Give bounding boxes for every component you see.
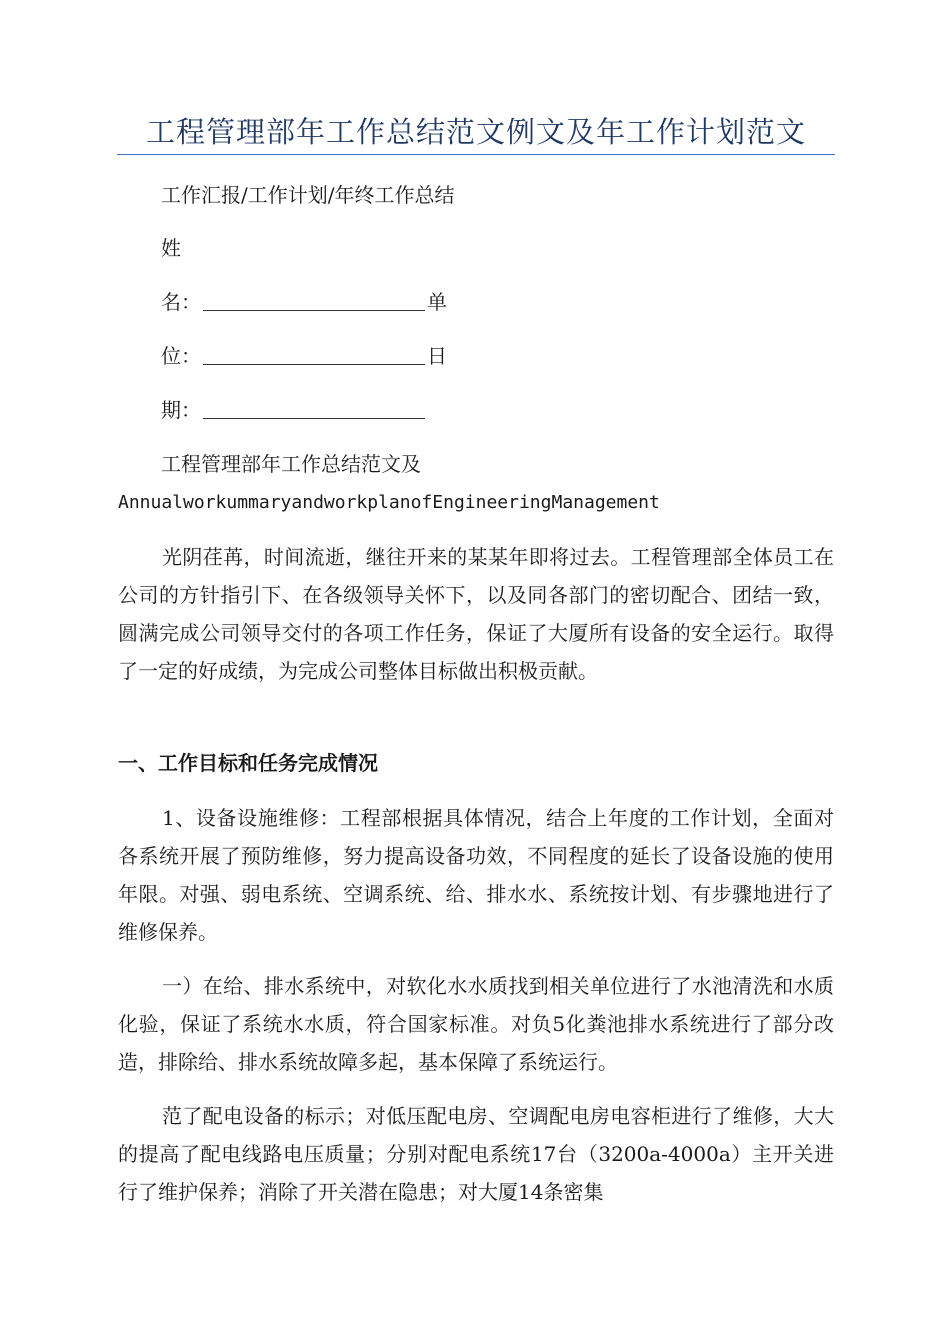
section-paragraph-3: 范了配电设备的标示；对低压配电房、空调配电房电容柜进行了维修，大大的提高了配电线路电压质量；分别对配电系统17台（3200a-4000a）主开关进行了维护保养；消除了开关潜在隐患；对大厦14条密集 — [118, 1104, 834, 1204]
field-date-label-part1: 日 — [427, 344, 447, 368]
field-unit-label-part1: 单 — [427, 290, 447, 314]
intro-paragraph: 光阴荏苒，时间流逝，继往开来的某某年即将过去。工程管理部全体员工在公司的方针指引下、在各级领导关怀下，以及同各部门的密切配合、团结一致，圆满完成公司领导交付的各项工作任务，保证了大厦所有设备的安全运行。取得了一定的好成绩，为完成公司整体目标做出积极贡献。 — [118, 545, 834, 683]
field-date-row — [161, 391, 834, 429]
field-unit-row — [161, 337, 834, 375]
name-blank-line[interactable] — [203, 309, 425, 311]
field-date-label-part2: 期： — [161, 398, 201, 422]
section-paragraph-2: 一）在给、排水系统中，对软化水水质找到相关单位进行了水池清洗和水质化验，保证了系统水水质，符合国家标准。对负5化粪池排水系统进行了部分改造，排除给、排水系统故障多起，基本保障了系统运行。 — [118, 974, 834, 1074]
document-subtitle: 工作汇报/工作计划/年终工作总结 — [161, 183, 455, 207]
document-title: 工程管理部年工作总结范文例文及年工作计划范文 — [145, 115, 806, 149]
doc-title-english: AnnualworkummaryandworkplanofEngineeringManagement — [118, 492, 660, 513]
date-blank-line[interactable] — [203, 417, 425, 419]
unit-blank-line[interactable] — [203, 363, 425, 365]
title-underline — [117, 154, 835, 155]
field-name-row — [161, 283, 834, 321]
doc-title-chinese: 工程管理部年工作总结范文及 — [161, 452, 421, 476]
section-paragraph-1: 1、设备设施维修：工程部根据具体情况，结合上年度的工作计划，全面对各系统开展了预防维修，努力提高设备功效，不同程度的延长了设备设施的使用年限。对强、弱电系统、空调系统、给、排水水、系统按计划、有步骤地进行了维修保养。 — [118, 806, 834, 944]
field-unit-label-part2: 位： — [161, 344, 201, 368]
section-heading: 一、工作目标和任务完成情况 — [118, 751, 378, 775]
field-name-label-part1: 姓 — [161, 236, 181, 260]
field-name-label-part2: 名： — [161, 290, 201, 314]
